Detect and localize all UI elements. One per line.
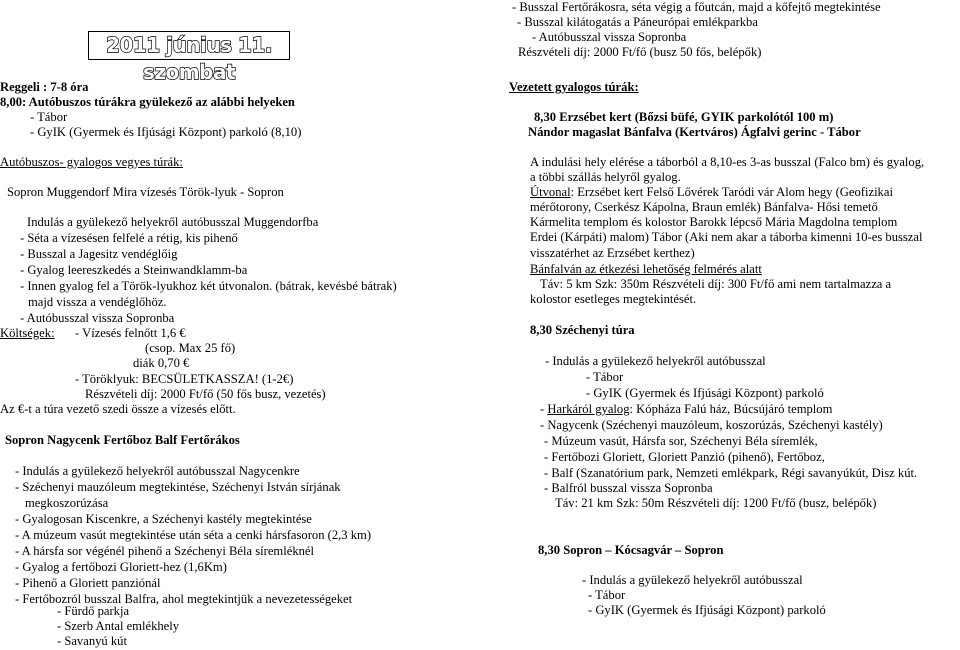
sz-step: - Indulás a gyülekező helyekről autóbusszal [545, 354, 766, 368]
k-step: - Indulás a gyülekező helyekről autóbusszal [582, 573, 803, 587]
costs-label: Költségek: [0, 326, 55, 340]
sz-step: - Harkáról gyalog: Kópháza Falú ház, Búcsújáró templom [540, 402, 833, 416]
tour2-step: - Fertőbozról busszal Balfra, ahol megtekintjük a nevezetességeket [15, 592, 353, 606]
top-fee: Részvételi díj: 2000 Ft/fő (busz 50 fős, belépők) [518, 45, 762, 59]
meet-place-camp: - Tábor [30, 110, 68, 124]
tour1-heading: Autóbuszos- gyalogos vegyes túrák: [0, 155, 183, 169]
sz-walk-label: Harkáról gyalog [547, 402, 630, 416]
desc-stats: Táv: 5 km Szk: 350m Részvételi díj: 300 Ft/fő ami nem tartalmazza a [540, 277, 892, 291]
tour1-step: - Busszal a Jagesitz vendéglőig [20, 247, 178, 261]
title-banner [88, 31, 290, 84]
tour2-step: - Gyalogosan Kiscenkre, a Széchenyi kastély megtekintése [15, 512, 312, 526]
sz-stats: Táv: 21 km Szk: 50m Részvételi díj: 1200 Ft/fő (busz, belépők) [555, 496, 877, 510]
tour1-step: - Autóbusszal vissza Sopronba [20, 311, 175, 325]
desc-line: Kármelita templom és kolostor Barokk lépcső Mária Magdolna templom [530, 215, 898, 229]
sz-step: - Tábor [586, 370, 624, 384]
route-text: : Erzsébet kert Felső Lővérek Taródi vár Alom hegy (Geofizikai [570, 185, 893, 199]
guided-heading: Vezetett gyalogos túrák: [509, 80, 639, 94]
tour2-step: - A hársfa sor végénél pihenő a Széchenyi Béla síremléknél [15, 544, 314, 558]
sz-step: - Múzeum vasút, Hársfa sor, Széchenyi Béla síremlék, [544, 434, 818, 448]
tour2-step: - Szerb Antal emlékhely [57, 619, 180, 633]
tour2-step: - Széchenyi mauzóleum megtekintése, Széchenyi István sírjának [15, 480, 341, 494]
cost-line: Részvételi díj: 2000 Ft/fő (50 fős busz, vezetés) [85, 387, 326, 401]
desc-line: Erdei (Kárpáti) malom) Tábor (Aki nem akar a táborba kimenni 10-es busszal [530, 230, 923, 244]
cost-line: - Töröklyuk: BECSÜLETKASSZA! (1-2€) [75, 372, 294, 386]
tour1-step: - Innen gyalog fel a Török-lyukhoz két útvonalon. (bátrak, kevésbé bátrak) [20, 279, 397, 293]
tour1-step: - Séta a vízesésen felfelé a rétig, kis pihenő [20, 231, 238, 245]
sz-walk-text: : Kópháza Falú ház, Búcsújáró templom [629, 402, 833, 416]
top-line: - Busszal Fertőrákosra, séta végig a főutcán, majd a kőfejtő megtekintése [512, 0, 881, 14]
tour1-step: Indulás a gyülekező helyekről autóbusszal Muggendorfba [27, 215, 319, 229]
tour1-route: Sopron Muggendorf Mira vízesés Török-lyuk - Sopron [7, 185, 284, 199]
page-title: 2011 június 11. szombat [106, 33, 272, 84]
tour1-note: Az €-t a túra vezető szedi össze a vízesés előtt. [0, 402, 236, 416]
kocsagvar-heading: 8,30 Sopron – Kócsagvár – Sopron [538, 543, 724, 557]
k-step: - GyIK (Gyermek és Ifjúsági Központ) parkoló [588, 603, 826, 617]
tour2-step: - Indulás a gyülekező helyekről autóbusszal Nagycenkre [15, 464, 300, 478]
top-line: - Autóbusszal vissza Sopronba [532, 30, 687, 44]
cost-line: (csop. Max 25 fő) [145, 341, 236, 355]
tour1-step: majd vissza a vendéglőhöz. [28, 295, 167, 309]
tour1-step: - Gyalog leereszkedés a Steinwandklamm-ba [20, 263, 248, 277]
breakfast-time: Reggeli : 7-8 óra [0, 80, 89, 94]
top-line: - Busszal kilátogatás a Páneurópai emlékparkba [517, 15, 758, 29]
tour2-step: - Fürdő parkja [57, 604, 130, 618]
tour2-step: - Pihenő a Gloriett panziónál [15, 576, 161, 590]
sz-step: - GyIK (Gyermek és Ifjúsági Központ) parkoló [586, 386, 824, 400]
desc-food: Bánfalván az étkezési lehetőség felmérés alatt [530, 262, 762, 276]
sz-step: - Fertőbozi Gloriett, Gloriett Panzió (pihenő), Fertőboz, [544, 450, 825, 464]
cost-line: - Vízesés felnőtt 1,6 € [75, 326, 186, 340]
desc-line: kolostor esetleges megtekintését. [530, 292, 697, 306]
meet-place-gyik: - GyIK (Gyermek és Ifjúsági Központ) parkoló (8,10) [30, 125, 302, 139]
desc-line: a többi szállás helyről gyalog. [530, 170, 681, 184]
sz-step: - Nagycenk (Széchenyi mauzóleum, koszorúzás, Széchenyi kastély) [540, 418, 883, 432]
bus-meet-text: 8,00: Autóbuszos túrákra gyülekező az alábbi helyeken [0, 95, 295, 109]
desc-line: A indulási hely elérése a táborból a 8,10-es 3-as busszal (Falco bm) és gyalog, [530, 155, 925, 169]
cost-line: diák 0,70 € [133, 356, 190, 370]
sz-step: - Balf (Szanatórium park, Nemzeti emlékpark, Régi savanyúkút, Disz kút. [544, 466, 918, 480]
tour2-route: Sopron Nagycenk Fertőboz Balf Fertőrákos [5, 433, 240, 447]
sz-step: - Balfról busszal vissza Sopronba [544, 481, 713, 495]
desc-line: mérőtorony, Cserkész Kápolna, Braun emlék) Bánfalva- Hősi temető [530, 200, 878, 214]
tour2-step: - A múzeum vasút megtekintése után séta a cenki hársfasoron (2,3 km) [15, 528, 372, 542]
route-label: Útvonal [530, 185, 571, 199]
desc-route [530, 185, 893, 201]
tour2-step: - Gyalog a fertőbozi Gloriett-hez (1,6Km) [15, 560, 227, 574]
tour2-step: megkoszorúzása [25, 496, 109, 510]
k-step: - Tábor [588, 588, 626, 602]
szechenyi-heading: 8,30 Széchenyi túra [530, 323, 635, 337]
desc-line: visszatérhet az Erzsébet kerthez) [530, 246, 695, 260]
guided-line: 8,30 Erzsébet kert (Bőzsi büfé, GYIK parkolótól 100 m) [534, 110, 834, 124]
guided-route: Nándor magaslat Bánfalva (Kertváros) Ágfalvi gerinc - Tábor [528, 125, 861, 139]
tour2-step: - Savanyú kút [57, 634, 127, 648]
